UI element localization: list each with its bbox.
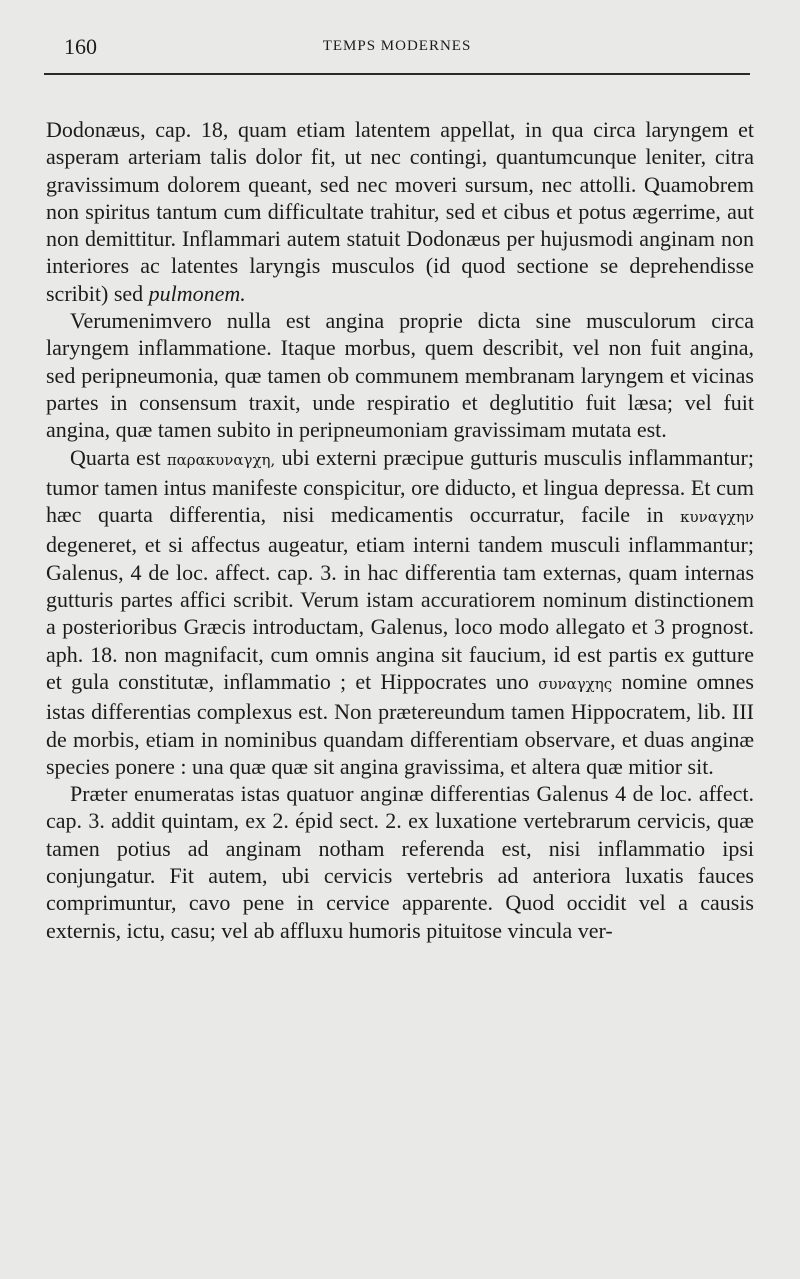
greek-term-kynanche: κυναγχην [680,508,754,527]
paragraph-2-text: Verumenimvero nulla est angina proprie dicta sine musculorum circa laryngem inflammatione. Itaque morbus, quem describit, vel non fuit angina, sed peripneumonia, quæ tamen ob communem membranam laryngem et vicinas partes in consensum traxit, unde respiratio et deglutitio fuit læsa; vel fuit angina, quæ tamen subito in peripneumoniam gravissimam mutata est. [46,308,754,443]
paragraph-3-text-a: Quarta est [70,444,167,470]
page-number: 160 [64,34,97,59]
paragraph-3-text-c: degeneret, et si affectus augeatur, etiam interni tandem musculi inflammantur; Galenus, 4 de loc. affect. cap. 3. in hac differentia tam externas, quam internas gutturis partes affici scribit. Verum istam accuratiorem nominum distinctionem a posterioribus Græcis introductam, Galenus, loco modo allegato et 3 prognost. aph. 18. non magnifacit, cum omnis angina sit faucium, id est partis ex gutture et gula constitutæ, inflammatio ; et Hippocrates uno [46,532,754,694]
paragraph-3-text-d: nomine omnes istas differentias complexus est. Non prætereundum tamen Hippocratem, lib. III de morbis, etiam in nominibus quandam differentiam observare, et duas anginæ species ponere : una quæ quæ sit angina gravissima, et altera quæ mitior sit. [46,668,754,779]
greek-term-synanche: συναγχης [538,674,613,693]
paragraph-2 [46,307,754,443]
paragraph-1-text: Dodonæus, cap. 18, quam etiam latentem appellat, in qua circa laryngem et asperam arteriam talis dolor fit, ut nec contingi, quantumcunque leniter, citra gravissimum dolorem queant, sed nec moveri sursum, nec attolli. Quamobrem non spiritus tantum cum difficultate trahitur, sed et cibus et potus ægerrime, aut non demittitur. Inflammari autem statuit Dodonæus per hujusmodi anginam non interiores ac latentes laryngis musculos (id quod sectione se deprehendisse scribit) sed [46,117,754,306]
paragraph-4-text: Præter enumeratas istas quatuor anginæ differentias Galenus 4 de loc. affect. cap. 3. addit quintam, ex 2. épid sect. 2. ex luxatione vertebrarum cervicis, quæ tamen potius ad anginam notham referenda est, nisi inflammatio ipsi conjungatur. Fit autem, ubi cervicis vertebris ad anteriora luxatis fauces comprimuntur, cavo pene in cervice apparente. Quod occidit vel a causis externis, ictu, casu; vel ab affluxu humoris pituitose vincula ver- [46,781,754,943]
body-text [46,116,754,944]
italic-word-pulmonem: pulmonem. [148,280,246,306]
paragraph-3 [46,444,754,781]
greek-term-parakynanche: παρακυναγχη, [166,450,276,469]
running-title: TEMPS MODERNES [322,38,472,54]
paragraph-1 [46,116,754,307]
paragraph-4 [46,780,754,944]
paragraph-3-text-b: ubi externi præcipue gutturis musculis inflammantur; tumor tamen intus manifeste conspicitur, ore diducto, et lingua depressa. Et cum hæc quarta differentia, nisi medicamentis occurratur, facile in [46,444,754,528]
page-header [44,34,750,70]
header-rule [44,73,750,75]
